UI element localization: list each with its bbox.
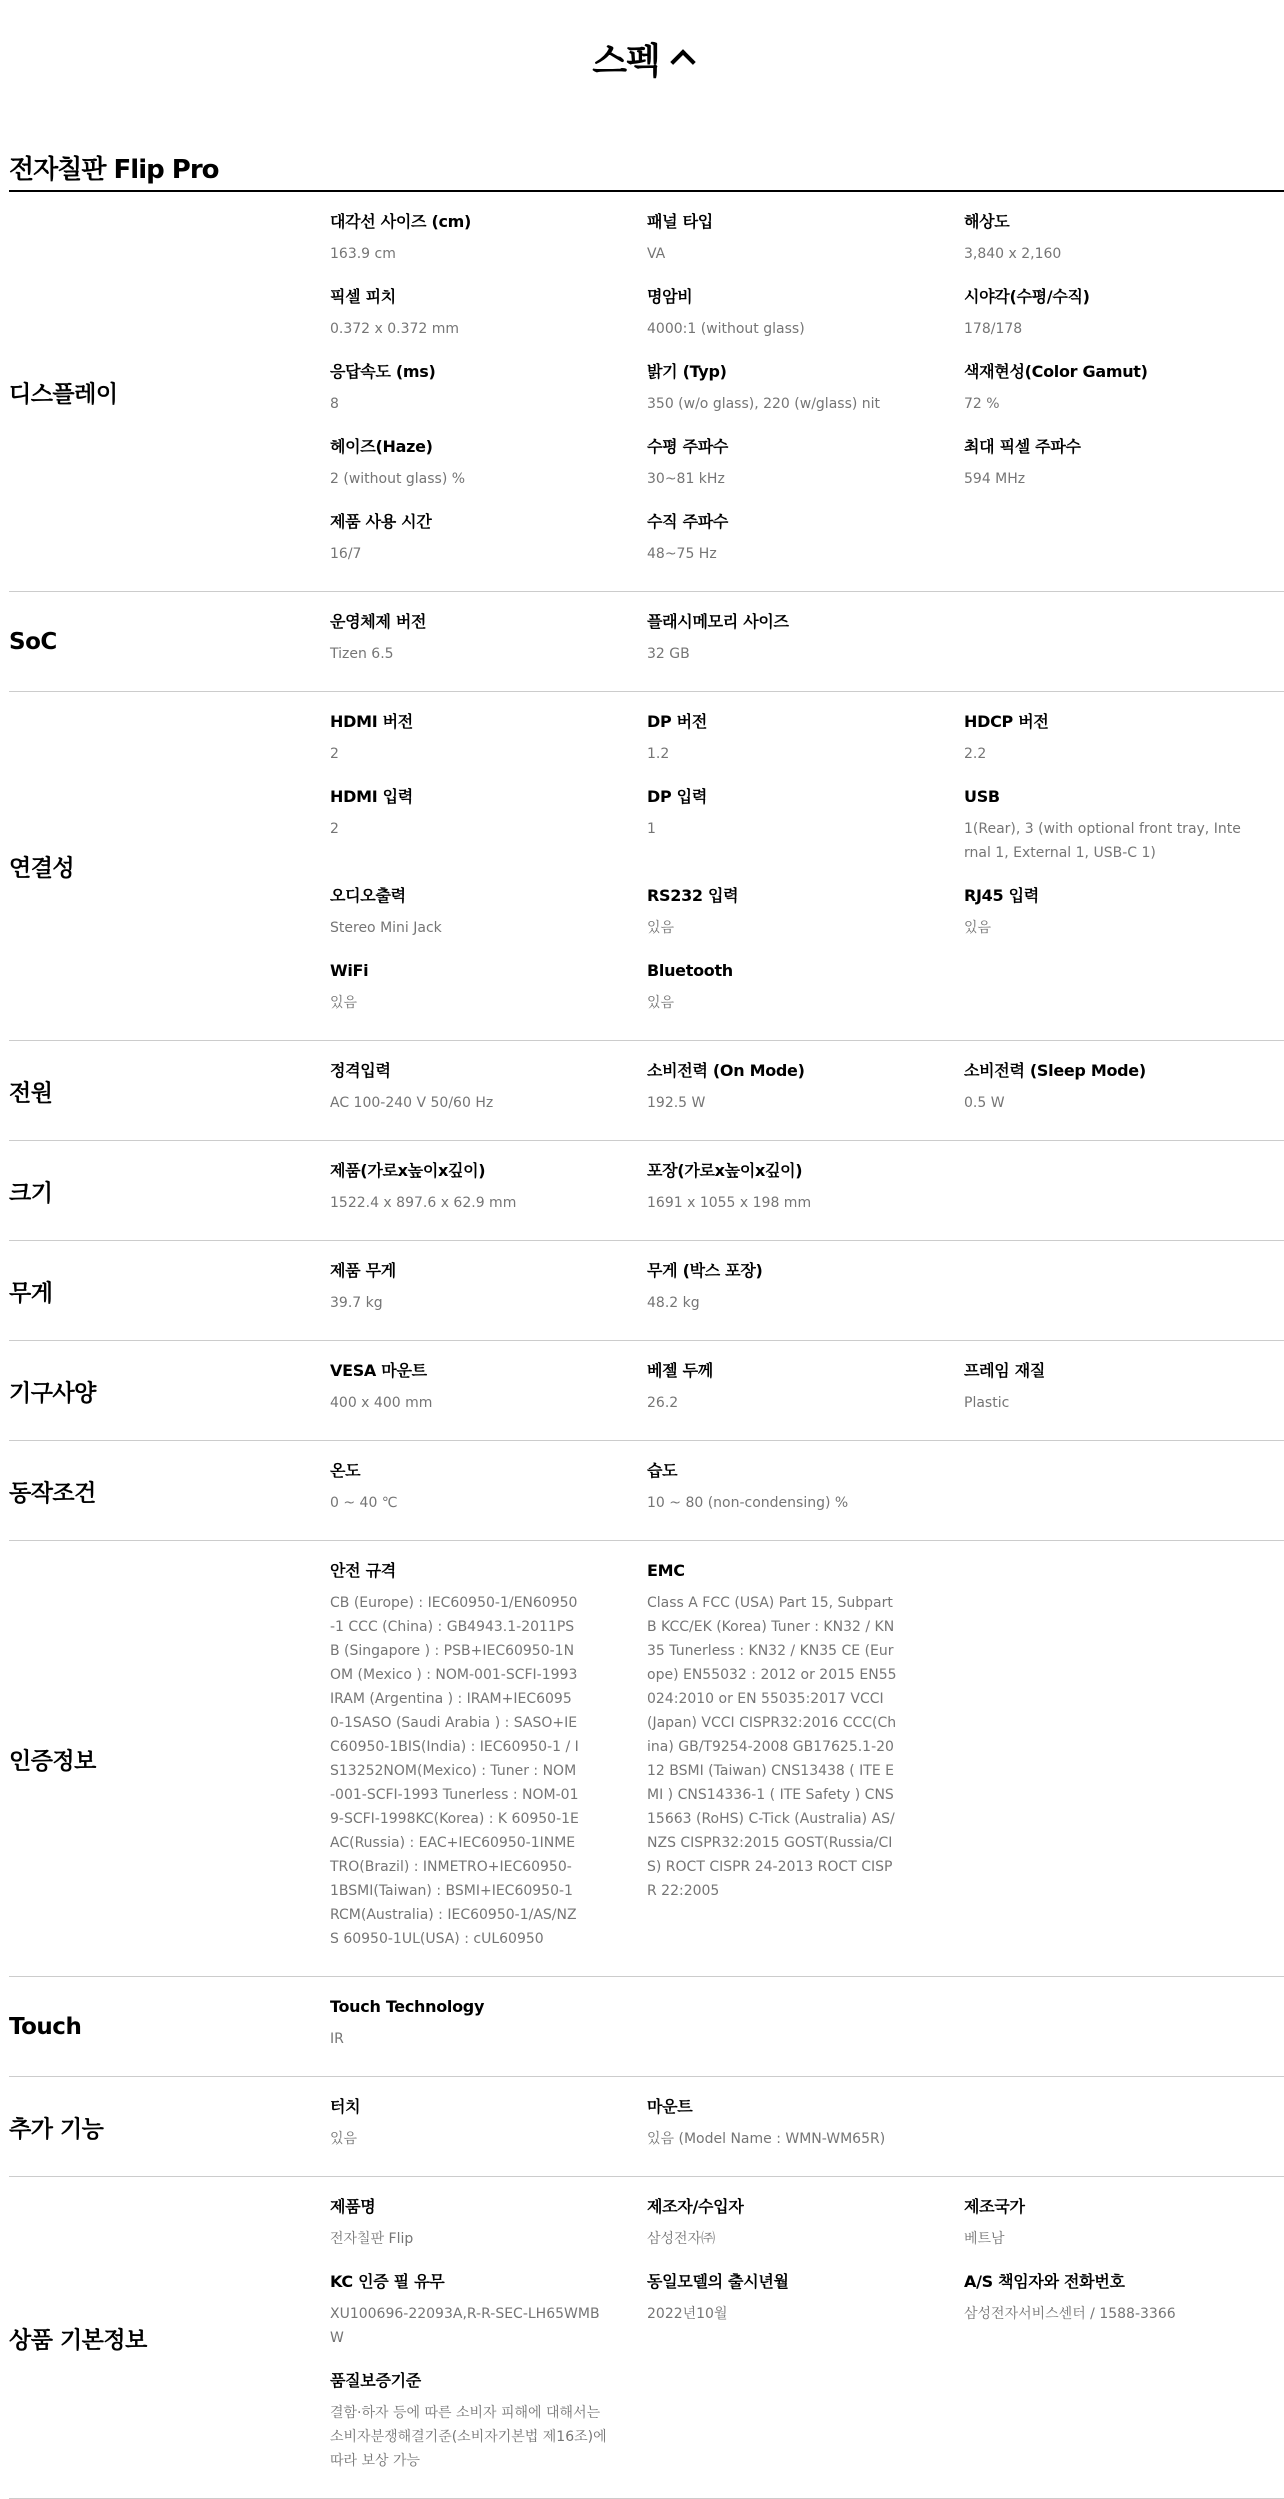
spec-item [964, 2195, 1281, 2270]
spec-value: 16/7 [330, 546, 362, 562]
spec-key: EMC [647, 1561, 685, 1580]
section-label: 기구사양 [9, 1380, 96, 1406]
spec-value: 2 [330, 821, 339, 837]
spec-key: 터치 [330, 2097, 361, 2116]
spec-key: 패널 타입 [647, 212, 713, 231]
spec-key: DP 버전 [647, 712, 707, 731]
product-title: 전자칠판 Flip Pro [9, 155, 219, 185]
spec-key: 제품 무게 [330, 1261, 396, 1280]
spec-key: 제품명 [330, 2197, 376, 2216]
spec-item [964, 1059, 1281, 1134]
spec-grid [330, 1241, 1284, 1340]
spec-item [330, 2270, 647, 2369]
spec-value: 32 GB [647, 646, 690, 662]
spec-section [9, 692, 1284, 1041]
spec-item [964, 435, 1281, 510]
spec-value: 있음 [964, 920, 992, 936]
spec-key: 명암비 [647, 287, 693, 306]
spec-key: DP 입력 [647, 787, 707, 806]
spec-key: 마운트 [647, 2097, 693, 2116]
spec-item [330, 785, 647, 884]
spec-key: 대각선 사이즈 (cm) [330, 212, 472, 231]
spec-value: 4000:1 (without glass) [647, 321, 805, 337]
spec-header[interactable] [0, 0, 1284, 110]
spec-item [330, 2369, 647, 2492]
spec-key: 무게 (박스 포장) [647, 1261, 763, 1280]
spec-value: 163.9 cm [330, 246, 396, 262]
spec-item [330, 2095, 647, 2170]
spec-grid [330, 592, 1284, 691]
section-label: 추가 기능 [9, 2116, 104, 2142]
spec-key: 제품(가로x높이x깊이) [330, 1161, 486, 1180]
spec-key: 밝기 (Typ) [647, 362, 727, 381]
spec-grid [330, 1441, 1284, 1540]
spec-key: 동일모델의 출시년월 [647, 2272, 789, 2291]
spec-item [330, 1059, 647, 1134]
spec-item [964, 1359, 1281, 1434]
spec-key: 제품 사용 시간 [330, 512, 432, 531]
spec-key: 프레임 재질 [964, 1361, 1046, 1380]
section-label: 전원 [9, 1080, 53, 1106]
spec-item [964, 210, 1281, 285]
spec-key: 포장(가로x높이x깊이) [647, 1161, 803, 1180]
spec-grid [330, 1541, 1284, 1976]
spec-value: 594 MHz [964, 471, 1026, 487]
spec-item [330, 285, 647, 360]
spec-key: 습도 [647, 1461, 678, 1480]
spec-value: 1691 x 1055 x 198 mm [647, 1195, 812, 1211]
spec-value: Plastic [964, 1395, 1010, 1411]
spec-key: KC 인증 필 유무 [330, 2272, 445, 2291]
spec-section [9, 1977, 1284, 2077]
spec-item [647, 2270, 964, 2369]
spec-value: 3,840 x 2,160 [964, 246, 1062, 262]
spec-table [0, 192, 1284, 2499]
spec-item [964, 285, 1281, 360]
spec-key: 시야각(수평/수직) [964, 287, 1090, 306]
section-label: 동작조건 [9, 1480, 96, 1506]
spec-value: 2022년10월 [647, 2306, 728, 2322]
spec-value: 30~81 kHz [647, 471, 725, 487]
spec-value: 0.372 x 0.372 mm [330, 321, 460, 337]
spec-item [647, 1059, 964, 1134]
spec-item [647, 1159, 964, 1234]
spec-value: 1 [647, 821, 656, 837]
section-label: 디스플레이 [9, 381, 118, 407]
spec-key: 안전 규격 [330, 1561, 396, 1580]
spec-key: HDCP 버전 [964, 712, 1049, 731]
spec-item [330, 610, 647, 685]
spec-key: HDMI 버전 [330, 712, 413, 731]
spec-item [330, 510, 647, 585]
spec-item [964, 360, 1281, 435]
spec-grid [330, 192, 1284, 591]
spec-value: 0.5 W [964, 1095, 1005, 1111]
spec-value: 400 x 400 mm [330, 1395, 433, 1411]
spec-key: 베젤 두께 [647, 1361, 713, 1380]
spec-key: 소비전력 (Sleep Mode) [964, 1061, 1146, 1080]
spec-value: 2.2 [964, 746, 987, 762]
spec-key: 픽셀 피치 [330, 287, 396, 306]
spec-item [647, 210, 964, 285]
section-label: 연결성 [9, 855, 75, 882]
spec-item [330, 710, 647, 785]
spec-value: 삼성전자㈜ [647, 2231, 716, 2247]
spec-key: USB [964, 787, 1000, 806]
spec-value: 있음 (Model Name : WMN-WM65R) [647, 2131, 886, 2147]
spec-item [647, 2195, 964, 2270]
spec-item [330, 1159, 647, 1234]
spec-item [330, 1359, 647, 1434]
spec-grid [330, 1141, 1284, 1240]
spec-value: 72 % [964, 396, 1000, 412]
spec-item [647, 1359, 964, 1434]
spec-section [9, 2077, 1284, 2177]
spec-grid [330, 1341, 1284, 1440]
spec-value: 2 (without glass) % [330, 471, 466, 487]
spec-section [9, 192, 1284, 592]
spec-key: 수평 주파수 [647, 437, 729, 456]
chevron-up-icon[interactable] [670, 49, 695, 74]
spec-key: 제조자/수입자 [647, 2197, 744, 2216]
spec-item [647, 510, 964, 585]
spec-value: 192.5 W [647, 1095, 706, 1111]
section-label: Touch [9, 2013, 82, 2040]
spec-value: 8 [330, 396, 339, 412]
spec-key: 수직 주파수 [647, 512, 729, 531]
section-label: 무게 [9, 1280, 53, 1306]
spec-grid [330, 2077, 1284, 2176]
spec-item [964, 785, 1281, 884]
spec-item [330, 210, 647, 285]
spec-item [330, 360, 647, 435]
spec-item [647, 610, 964, 685]
spec-key: 소비전력 (On Mode) [647, 1061, 805, 1080]
spec-key: 제조국가 [964, 2197, 1025, 2216]
spec-item [330, 1459, 647, 1534]
spec-key: 운영체제 버전 [330, 612, 427, 631]
spec-value: 있음 [647, 995, 675, 1011]
spec-key: 색재현성(Color Gamut) [964, 362, 1148, 381]
spec-item [964, 710, 1281, 785]
spec-item [647, 959, 964, 1034]
spec-section [9, 1241, 1284, 1341]
spec-value: 350 (w/o glass), 220 (w/glass) nit [647, 396, 881, 412]
spec-value: 1522.4 x 897.6 x 62.9 mm [330, 1195, 517, 1211]
spec-item [647, 435, 964, 510]
spec-value: 26.2 [647, 1395, 679, 1411]
spec-key: 오디오출력 [330, 886, 406, 905]
spec-value: 있음 [647, 920, 675, 936]
spec-item [330, 2195, 647, 2270]
spec-value: 10 ~ 80 (non-condensing) % [647, 1495, 849, 1511]
spec-key: 헤이즈(Haze) [330, 437, 433, 456]
spec-grid [330, 692, 1284, 1040]
spec-value: 전자칠판 Flip [330, 2231, 414, 2247]
spec-item [330, 1995, 647, 2070]
spec-item [647, 1459, 964, 1534]
section-label: 인증정보 [9, 1748, 96, 1774]
spec-item [647, 2095, 964, 2170]
spec-item [647, 1559, 964, 1970]
spec-key: 응답속도 (ms) [330, 362, 436, 381]
spec-item [647, 710, 964, 785]
spec-key: 최대 픽셀 주파수 [964, 437, 1081, 456]
spec-item [964, 884, 1281, 959]
spec-key: A/S 책임자와 전화번호 [964, 2272, 1125, 2291]
spec-value: 48~75 Hz [647, 546, 717, 562]
spec-item [330, 959, 647, 1034]
spec-value: 1.2 [647, 746, 670, 762]
section-label: SoC [9, 628, 57, 655]
spec-key: RJ45 입력 [964, 886, 1039, 905]
spec-key: 온도 [330, 1461, 361, 1480]
spec-item [647, 285, 964, 360]
spec-value: 있음 [330, 995, 358, 1011]
section-label: 상품 기본정보 [9, 2327, 147, 2353]
spec-section [9, 592, 1284, 692]
spec-value: 39.7 kg [330, 1295, 383, 1311]
spec-key: WiFi [330, 961, 369, 980]
spec-value: IR [330, 2031, 344, 2047]
spec-value: 있음 [330, 2131, 358, 2147]
spec-value: 1(Rear), 3 (with optional front tray, Internal 1, External 1, USB-C 1) [964, 821, 1241, 861]
spec-value: VA [647, 246, 666, 262]
spec-item [647, 1259, 964, 1334]
spec-item [330, 884, 647, 959]
spec-value: CB (Europe) : IEC60950-1/EN60950-1 CCC (China) : GB4943.1-2011PSB (Singapore ) : PSB+IEC60950-1NOM (Mexico ) : NOM-001-SCFI-1993IRAM (Argentina ) : IRAM+IEC60950-1SASO (Saudi Arabia ) : SASO+IEC60950-1BIS(India) : IEC60950-1 / IS13252NOM(Mexico) : Tuner : NOM-001-SCFI-1993 Tunerless : NOM-019-SCFI-1998KC(Korea) : K 60950-1EAC(Russia) : EAC+IEC60950-1INMETRO(Brazil) : INMETRO+IEC60950-1BSMI(Taiwan) : BSMI+IEC60950-1RCM(Australia) : IEC60950-1/AS/NZS 60950-1UL(USA) : cUL60950 [330, 1595, 579, 1947]
spec-item [647, 785, 964, 884]
spec-item [647, 884, 964, 959]
spec-key: Touch Technology [330, 1997, 485, 2016]
spec-key: 품질보증기준 [330, 2371, 421, 2390]
spec-value: 48.2 kg [647, 1295, 700, 1311]
spec-key: 해상도 [964, 212, 1010, 231]
spec-section [9, 1341, 1284, 1441]
spec-value: 2 [330, 746, 339, 762]
spec-key: Bluetooth [647, 961, 733, 980]
spec-value: 결함·하자 등에 따른 소비자 피해에 대해서는 소비자분쟁해결기준(소비자기본법 제16조)에 따라 보상 가능 [330, 2405, 607, 2469]
spec-grid [330, 1977, 1284, 2076]
spec-section [9, 1041, 1284, 1141]
spec-item [964, 2270, 1281, 2369]
spec-key: 플래시메모리 사이즈 [647, 612, 789, 631]
spec-key: VESA 마운트 [330, 1361, 427, 1380]
spec-value: 178/178 [964, 321, 1023, 337]
spec-section [9, 1441, 1284, 1541]
spec-title: 스펙 [592, 40, 660, 82]
spec-grid [330, 2177, 1284, 2498]
spec-section [9, 2177, 1284, 2499]
section-label: 크기 [9, 1180, 53, 1206]
spec-grid [330, 1041, 1284, 1140]
spec-item [647, 360, 964, 435]
spec-value: 0 ~ 40 ℃ [330, 1495, 398, 1511]
spec-item [330, 435, 647, 510]
spec-value: Tizen 6.5 [330, 646, 394, 662]
spec-value: Stereo Mini Jack [330, 920, 442, 936]
spec-value: 삼성전자서비스센터 / 1588-3366 [964, 2306, 1176, 2322]
spec-value: AC 100-240 V 50/60 Hz [330, 1095, 494, 1111]
spec-key: RS232 입력 [647, 886, 739, 905]
spec-section [9, 1141, 1284, 1241]
spec-item [330, 1559, 647, 1970]
spec-key: 정격입력 [330, 1061, 391, 1080]
spec-section [9, 1541, 1284, 1977]
spec-value: 베트남 [964, 2231, 1005, 2247]
spec-value: Class A FCC (USA) Part 15, Subpart B KCC/EK (Korea) Tuner : KN32 / KN35 Tunerless : KN32 / KN35 CE (Europe) EN55032 : 2012 or 2015 EN55024:2010 or EN 55035:2017 VCCI (Japan) VCCI CISPR32:2016 CCC(China) GB/T9254-2008 GB17625.1-2012 BSMI (Taiwan) CNS13438 ( ITE EMI ) CNS14336-1 ( ITE Safety ) CNS15663 (RoHS) C-Tick (Australia) AS/NZS CISPR32:2015 GOST(Russia/CIS) ROCT CISPR 24-2013 ROCT CISPR 22:2005 [647, 1595, 897, 1899]
spec-value: XU100696-22093A,R-R-SEC-LH65WMBW [330, 2306, 600, 2346]
spec-item [330, 1259, 647, 1334]
spec-key: HDMI 입력 [330, 787, 413, 806]
